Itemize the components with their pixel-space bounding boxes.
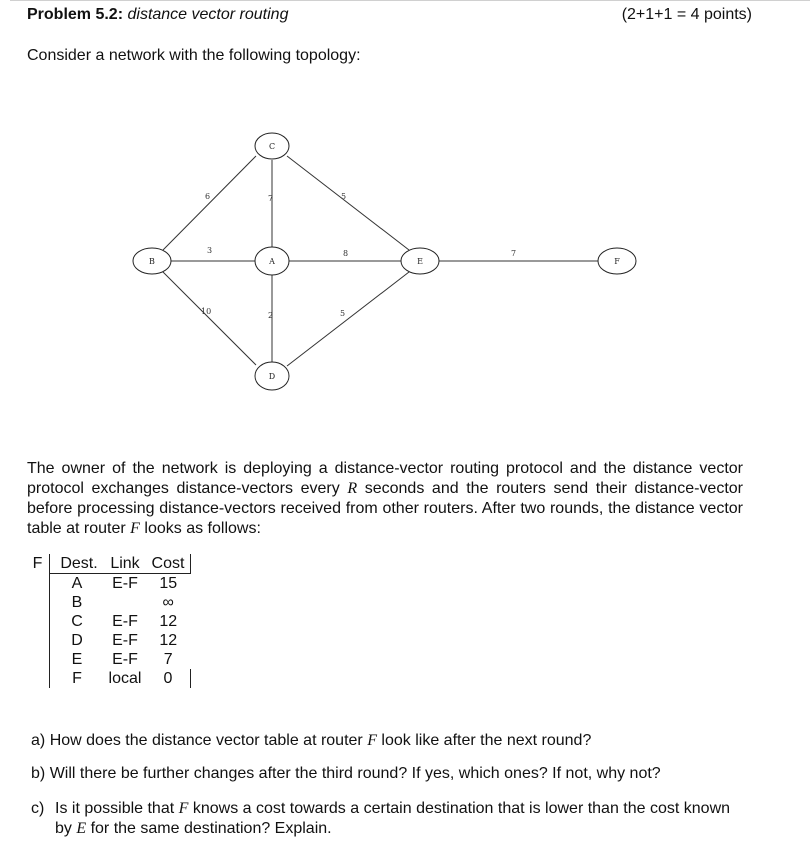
dv-cost: ∞ xyxy=(162,594,174,611)
question-b xyxy=(31,765,661,783)
question-b-label: b) xyxy=(31,765,46,782)
question-c-label: c) xyxy=(31,800,45,817)
dv-dest: F xyxy=(50,669,105,688)
dv-dest: C xyxy=(50,612,105,631)
question-a-text-1: How does the distance vector table at router xyxy=(49,732,368,749)
dv-link: local xyxy=(108,670,142,687)
dv-cost: 12 xyxy=(159,613,178,630)
dv-header-row xyxy=(30,554,191,574)
question-c-var-1: F xyxy=(178,800,189,817)
dv-row xyxy=(30,612,191,631)
question-c-text-3: for the same destination? Explain. xyxy=(86,820,332,837)
edge-B-D xyxy=(163,272,256,365)
var-R: R xyxy=(347,480,358,497)
dv-cost: 7 xyxy=(163,651,173,668)
cost-label-A-E: 8 xyxy=(343,249,349,258)
cost-label-B-A: 3 xyxy=(207,246,213,255)
network-topology-diagram xyxy=(0,120,812,395)
para-text-1: The owner of the network is deploying a distance-vector routing protocol and the distance vector protocol exchanges distance-vectors every xyxy=(27,460,743,497)
dv-link xyxy=(104,593,146,612)
edge-C-E xyxy=(287,156,409,250)
points-label: (2+1+1 = 4 points) xyxy=(621,6,752,23)
dv-router-label: F xyxy=(30,554,50,574)
cost-label-E-F: 7 xyxy=(511,249,517,258)
dv-cost: 15 xyxy=(146,574,191,594)
dv-row xyxy=(30,650,191,669)
question-c-text-2: knows a cost towards a certain destination that is lower than the cost known by xyxy=(55,800,731,837)
dv-dest: E xyxy=(50,650,105,669)
problem-heading xyxy=(27,6,288,24)
top-rule xyxy=(10,0,810,1)
dv-link: E-F xyxy=(112,613,138,630)
dv-dest: D xyxy=(50,631,105,650)
cost-label-C-E: 5 xyxy=(341,192,347,201)
dv-header-cost: Cost xyxy=(146,554,191,574)
question-c-var-2: E xyxy=(76,820,87,837)
dv-row xyxy=(30,669,191,688)
edge-B-C xyxy=(163,156,256,250)
description-paragraph xyxy=(27,459,743,539)
dv-dest: A xyxy=(50,574,105,594)
dv-row xyxy=(30,631,191,650)
node-label-F: F xyxy=(614,257,620,266)
dv-cost: 0 xyxy=(146,669,191,688)
node-label-A: A xyxy=(269,257,275,266)
node-label-D: D xyxy=(268,372,276,381)
cost-label-A-D: 2 xyxy=(268,311,274,320)
node-label-E: E xyxy=(417,257,423,266)
var-F: F xyxy=(130,520,140,537)
node-label-B: B xyxy=(149,257,155,266)
dv-link: E-F xyxy=(104,574,146,594)
cost-label-B-C: 6 xyxy=(205,192,211,201)
distance-vector-table xyxy=(30,554,191,688)
dv-cost: 12 xyxy=(159,632,178,649)
para-text-3: looks as follows: xyxy=(139,520,261,537)
question-b-text: Will there be further changes after the third round? If yes, which ones? If not, why not? xyxy=(49,765,661,782)
question-a xyxy=(31,732,591,750)
dv-row xyxy=(30,593,191,612)
edge-D-E xyxy=(287,272,409,366)
dv-header-link: Link xyxy=(110,555,140,572)
cost-label-C-A: 7 xyxy=(268,194,274,203)
cost-label-B-D: 10 xyxy=(201,307,212,316)
node-label-C: C xyxy=(268,142,276,151)
question-c-body xyxy=(55,799,751,839)
cost-label-D-E: 5 xyxy=(340,309,346,318)
dv-header-dest: Dest. xyxy=(60,555,98,572)
problem-title: distance vector routing xyxy=(127,6,289,23)
question-a-var: F xyxy=(367,732,377,749)
question-c-text-1: Is it possible that xyxy=(55,800,179,817)
question-a-text-2: look like after the next round? xyxy=(376,732,592,749)
problem-label: Problem 5.2: xyxy=(27,6,124,23)
para-text-2: seconds and the routers send their distance-vector before processing distance-vectors received from other routers. After two rounds, the distance vector table at router xyxy=(27,480,743,537)
dv-link: E-F xyxy=(112,651,138,668)
dv-dest: B xyxy=(50,593,105,612)
question-c xyxy=(31,799,751,839)
dv-row xyxy=(30,574,191,594)
intro-text: Consider a network with the following topology: xyxy=(27,47,361,64)
question-a-label: a) xyxy=(31,732,46,749)
dv-link: E-F xyxy=(112,632,138,649)
